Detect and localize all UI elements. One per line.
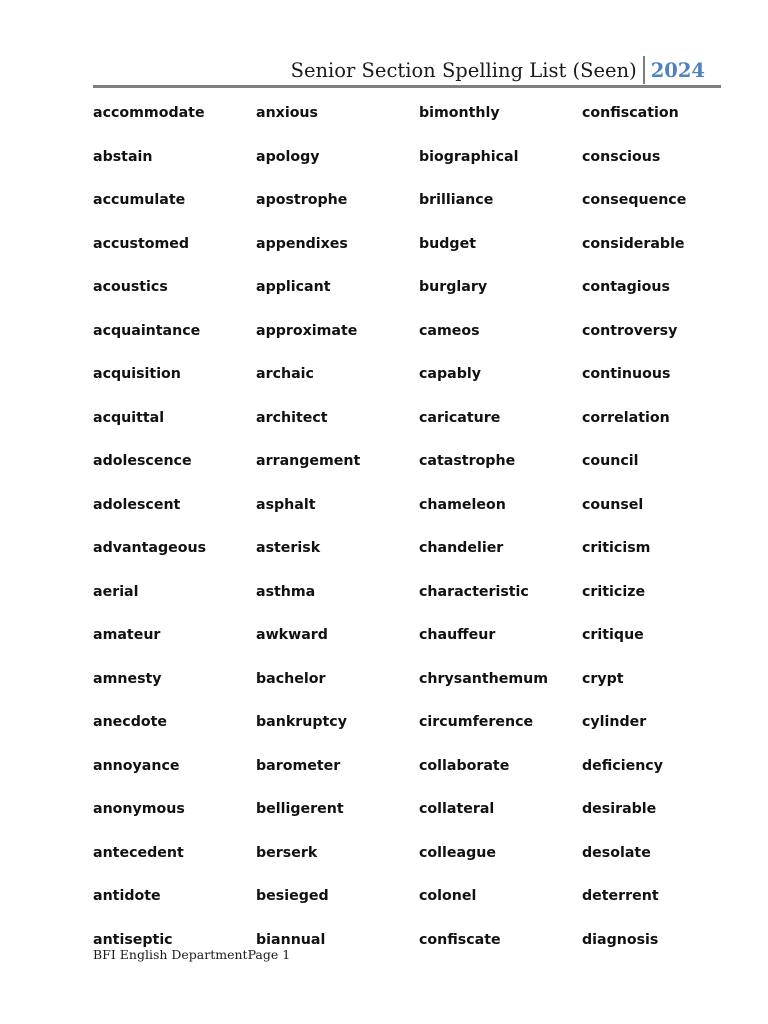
spelling-word: collaborate xyxy=(419,757,510,774)
spelling-word: adolescent xyxy=(93,496,181,513)
spelling-word: architect xyxy=(256,409,328,426)
spelling-word: apostrophe xyxy=(256,192,348,208)
spelling-word: acoustics xyxy=(93,279,168,295)
spelling-word: desirable xyxy=(582,801,657,817)
spelling-word: acquaintance xyxy=(93,322,201,339)
spelling-word: accumulate xyxy=(93,192,186,208)
spelling-word: amateur xyxy=(93,627,161,643)
spelling-word: asterisk xyxy=(256,540,321,556)
spelling-word: budget xyxy=(419,235,476,252)
spelling-word: brilliance xyxy=(419,192,494,208)
spelling-word: berserk xyxy=(256,844,318,861)
spelling-word: cylinder xyxy=(582,714,647,730)
spelling-word: annoyance xyxy=(93,757,180,774)
spelling-word: burglary xyxy=(419,279,488,295)
spelling-word: colonel xyxy=(419,888,477,904)
spelling-word: chandelier xyxy=(419,540,504,556)
spelling-word: anxious xyxy=(256,105,318,121)
spelling-word: accustomed xyxy=(93,235,190,252)
spelling-word: considerable xyxy=(582,235,685,252)
spelling-word: antidote xyxy=(93,888,161,904)
spelling-word: abstain xyxy=(93,148,153,165)
spelling-word: approximate xyxy=(256,322,358,339)
spelling-word: crypt xyxy=(582,670,624,687)
page-title: Senior Section Spelling List (Seen) xyxy=(290,59,637,82)
spelling-word: bankruptcy xyxy=(256,714,347,730)
spelling-word: deficiency xyxy=(582,757,663,774)
spelling-word: biographical xyxy=(419,148,519,165)
spelling-word: advantageous xyxy=(93,540,207,556)
spelling-word: chrysanthemum xyxy=(419,670,549,687)
spelling-word: criticism xyxy=(582,540,651,556)
page-header xyxy=(93,58,721,88)
spelling-word: controversy xyxy=(582,322,678,339)
spelling-word: acquisition xyxy=(93,366,181,382)
spelling-word: confiscate xyxy=(419,931,501,948)
spelling-word: correlation xyxy=(582,409,670,426)
header-content xyxy=(291,56,705,84)
spelling-word: capably xyxy=(419,366,481,382)
spelling-word: anecdote xyxy=(93,714,168,730)
page-footer: BFI English DepartmentPage 1 xyxy=(93,947,291,962)
spelling-word: bimonthly xyxy=(419,105,500,121)
spelling-word: awkward xyxy=(256,627,328,643)
spelling-word: asphalt xyxy=(256,496,316,513)
spelling-word: adolescence xyxy=(93,453,192,469)
spelling-word: counsel xyxy=(582,496,644,513)
spelling-word: diagnosis xyxy=(582,931,659,948)
spelling-word: acquittal xyxy=(93,409,165,426)
spelling-word: appendixes xyxy=(256,235,348,252)
spelling-word: amnesty xyxy=(93,670,162,687)
spelling-word: council xyxy=(582,453,639,469)
spelling-word: conscious xyxy=(582,148,661,165)
spelling-word: belligerent xyxy=(256,801,344,817)
spelling-word: anonymous xyxy=(93,801,185,817)
spelling-word: asthma xyxy=(256,583,316,600)
spelling-word: collateral xyxy=(419,801,495,817)
spelling-word: caricature xyxy=(419,409,501,426)
header-divider xyxy=(643,56,645,84)
spelling-word: archaic xyxy=(256,366,314,382)
spelling-word: barometer xyxy=(256,757,341,774)
spelling-word: desolate xyxy=(582,844,651,861)
spelling-word: chameleon xyxy=(419,496,506,513)
spelling-word: biannual xyxy=(256,931,326,948)
spelling-word: characteristic xyxy=(419,583,529,600)
spelling-word: applicant xyxy=(256,279,331,295)
spelling-word: antecedent xyxy=(93,844,184,861)
spelling-word: critique xyxy=(582,627,644,643)
spelling-word: antiseptic xyxy=(93,931,173,948)
spelling-word: criticize xyxy=(582,583,646,600)
spelling-word: contagious xyxy=(582,279,670,295)
spelling-word: besieged xyxy=(256,888,329,904)
spelling-word: deterrent xyxy=(582,888,659,904)
spelling-word: circumference xyxy=(419,714,534,730)
spelling-word: continuous xyxy=(582,366,671,382)
spelling-word-grid xyxy=(93,103,733,973)
spelling-word: bachelor xyxy=(256,670,326,687)
spelling-word: chauffeur xyxy=(419,627,496,643)
spelling-word: colleague xyxy=(419,844,496,861)
spelling-word: cameos xyxy=(419,322,480,339)
spelling-word: apology xyxy=(256,148,320,165)
spelling-word: catastrophe xyxy=(419,453,516,469)
header-year: 2024 xyxy=(650,59,705,82)
spelling-word: consequence xyxy=(582,192,687,208)
spelling-word: arrangement xyxy=(256,453,361,469)
spelling-word: aerial xyxy=(93,583,139,600)
spelling-word: confiscation xyxy=(582,105,679,121)
spelling-word: accommodate xyxy=(93,105,205,121)
